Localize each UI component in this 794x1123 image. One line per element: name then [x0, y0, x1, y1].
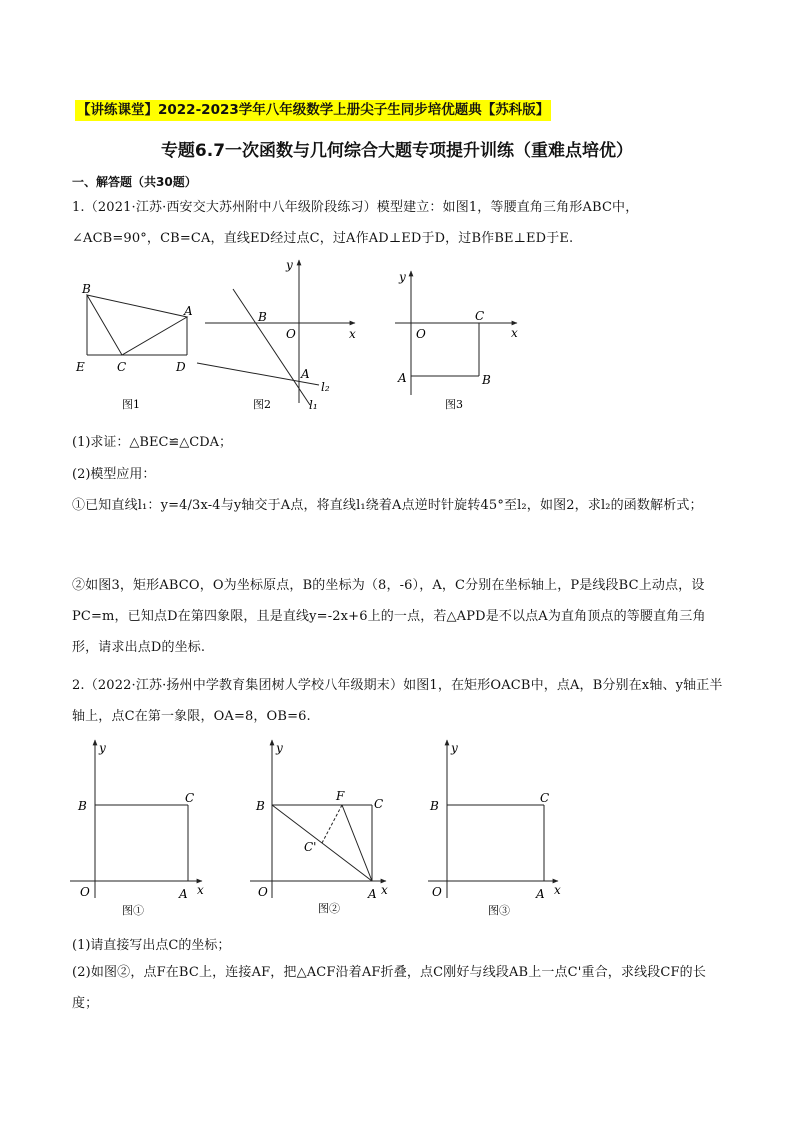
q1-fig2-caption: 图2	[253, 398, 271, 411]
q1-figure-1	[87, 295, 187, 355]
q1-fig1-label-e: E	[76, 360, 85, 374]
q1-sub1: ①已知直线l₁：y=4/3x-4与y轴交于A点，将直线l₁绕着A点逆时针旋转45°至l₂，如图2，求l₂的函数解析式；	[72, 498, 703, 513]
q2-fig1-label-o: O	[80, 885, 90, 899]
q1-fig2-label-a: A	[301, 367, 310, 381]
q2-fig1-label-a: A	[179, 887, 188, 901]
page-title: 专题6.7一次函数与几何综合大题专项提升训练（重难点培优）	[160, 141, 634, 161]
q2-fig3-label-o: O	[432, 885, 442, 899]
q1-figure-3	[395, 271, 517, 395]
q1-fig1-label-c: C	[117, 360, 127, 374]
q2-fig3-label-c: C	[540, 791, 550, 805]
q2-fig2-label-c-prime: C'	[304, 840, 317, 854]
q2-fig1-label-c: C	[185, 791, 195, 805]
q1-fig3-label-x: x	[511, 326, 518, 340]
q1-fig3-caption: 图3	[445, 398, 463, 411]
q2-fig2-label-b: B	[256, 799, 265, 813]
q1-fig1-label-a: A	[184, 304, 193, 318]
q2-fig2-caption: 图②	[318, 902, 340, 915]
q2-fig1-label-x: x	[197, 883, 204, 897]
document-banner: 【讲练课堂】2022-2023学年八年级数学上册尖子生同步培优题典【苏科版】	[75, 100, 551, 121]
q2-part1: (1)请直接写出点C的坐标；	[72, 938, 231, 953]
q2-fig2-label-x: x	[381, 883, 388, 897]
q1-sub2: ②如图3，矩形ABCO，O为坐标原点，B的坐标为（8，-6），A，C分别在坐标轴上，P是线段BC上动点，设PC=m，已知点D在第四象限，且是直线y=-2x+6上的一点，若△APD是不以点A为直角顶点的等腰直角三角形，请求出点D的坐标.	[72, 578, 706, 655]
q2-fig3-label-b: B	[430, 799, 439, 813]
q1-fig2-label-y: y	[286, 258, 293, 272]
q1-fig3-label-c: C	[475, 309, 485, 323]
q1-fig3-label-b: B	[482, 373, 491, 387]
q2-figure-3	[428, 740, 558, 898]
q2-fig2-label-o: O	[258, 885, 268, 899]
q1-fig3-label-a: A	[398, 371, 407, 385]
q2-figures	[70, 738, 561, 923]
q1-fig3-label-o: O	[416, 327, 426, 341]
q2-fig2-label-c: C	[374, 797, 384, 811]
q1-part1: (1)求证：△BEC≌△CDA；	[72, 435, 233, 450]
q2-fig3-label-x: x	[554, 883, 561, 897]
q1-part2: (2)模型应用：	[72, 467, 156, 482]
q2-part2: (2)如图②，点F在BC上，连接AF，把△ACF沿着AF折叠，点C刚好与线段AB上一点C'重合，求线段CF的长度；	[72, 965, 706, 1011]
q2-fig1-caption: 图①	[122, 904, 144, 917]
q1-fig1-label-b: B	[82, 282, 91, 296]
q2-fig2-label-f: F	[336, 789, 345, 803]
q1-intro: 1.（2021·江苏·西安交大苏州附中八年级阶段练习）模型建立：如图1，等腰直角三角形ABC中，∠ACB=90°，CB=CA，直线ED经过点C，过A作AD⊥ED于D，过B作BE⊥ED于E.	[72, 200, 639, 246]
q1-fig2-label-l2: l₂	[321, 380, 330, 394]
q2-intro: 2.（2022·江苏·扬州中学教育集团树人学校八年级期末）如图1，在矩形OACB中，点A，B分别在x轴、y轴正半轴上，点C在第一象限，OA=8，OB=6.	[72, 678, 723, 724]
q1-figures	[70, 255, 530, 420]
q1-figure-2	[197, 260, 355, 405]
q2-figure-1	[70, 740, 202, 898]
q2-fig3-label-a: A	[536, 887, 545, 901]
q2-figure-2	[250, 740, 386, 898]
q1-fig3-label-y: y	[399, 270, 406, 284]
q2-fig3-caption: 图③	[488, 904, 510, 917]
q1-fig2-label-l1: l₁	[309, 398, 318, 412]
q1-fig2-label-b: B	[258, 310, 267, 324]
q1-fig2-label-x: x	[349, 327, 356, 341]
q2-fig2-label-a: A	[368, 887, 377, 901]
q2-fig3-label-y: y	[451, 741, 458, 755]
q2-fig1-label-y: y	[99, 741, 106, 755]
q1-fig1-caption: 图1	[122, 398, 140, 411]
q2-fig2-label-y: y	[276, 741, 283, 755]
section-heading: 一、解答题（共30题）	[72, 175, 197, 189]
q1-fig2-label-o: O	[286, 327, 296, 341]
q1-fig1-label-d: D	[176, 360, 186, 374]
q2-fig1-label-b: B	[78, 799, 87, 813]
